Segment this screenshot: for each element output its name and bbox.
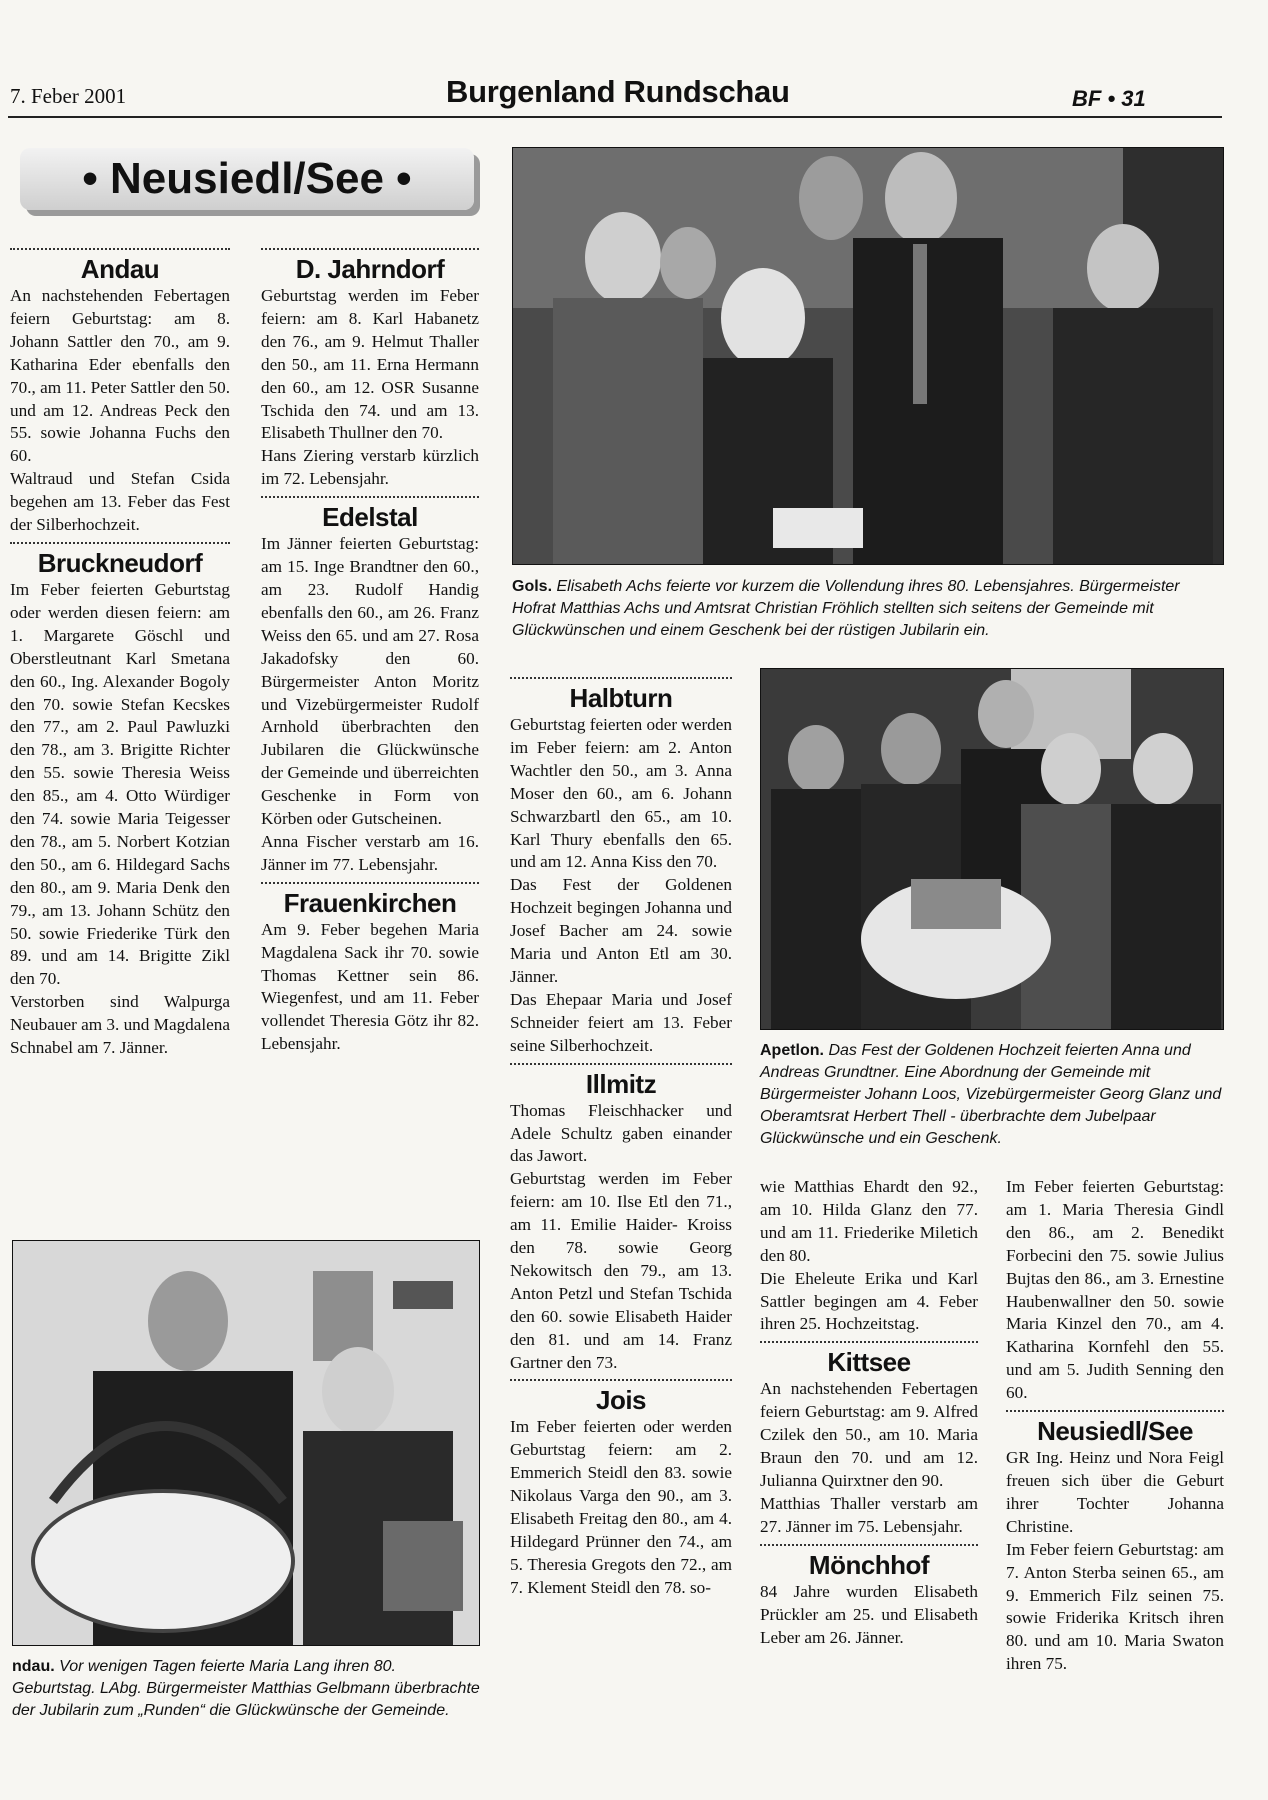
column-5 — [1006, 1176, 1224, 1676]
column-2 — [261, 243, 479, 1056]
article-text: Die Eheleute Erika und Karl Sattler begingen am 4. Feber ihren 25. Hochzeitstag. — [760, 1268, 978, 1334]
article-text: Thomas Fleischhacker und Adele Schultz gaben einander das Jawort. — [510, 1100, 732, 1166]
caption-place: ndau. — [12, 1658, 55, 1675]
article-text: Im Feber feiern Geburtstag: am 7. Anton Sterba seinen 65., am 9. Emmerich Filz seinen 75. sowie Friderika Kritsch ihren 80. und am 10. Maria Swaton ihren 75. — [1006, 1539, 1224, 1674]
photo-andau — [12, 1240, 480, 1646]
header-rule — [8, 116, 1222, 118]
section-banner: • Neusiedl/See • — [20, 148, 474, 210]
article-text: 84 Jahre wurden Elisabeth Prückler am 25. und Elisabeth Leber am 26. Jänner. — [760, 1581, 978, 1647]
article-text: Verstorben sind Walpurga Neubauer am 3. und Magdalena Schnabel am 7. Jänner. — [10, 992, 231, 1058]
article-text: Im Feber feierten Geburtstag: am 1. Maria Theresia Gindl den 86., am 2. Benedikt Forbecini den 75. sowie Julius Bujtas den 86., am 3. Ernestine Haubenwallner den 50. sowie Maria Kinzel den 70., am 4. Katharina Kornfehl den 55. und am 5. Judith Senning den 60. — [1006, 1177, 1224, 1403]
dotted-divider — [760, 1341, 978, 1343]
caption-text: Elisabeth Achs feierte vor kurzem die Vollendung ihres 80. Lebensjahres. Bürgermeister Hofrat Matthias Achs und Amtsrat Christian Fröhlich stellten sich seitens der Gemeinde mit Glückwünschen und einem Geschenk bei der rüstigen Jubilarin ein. — [512, 578, 1180, 639]
article-text: Waltraud und Stefan Csida begehen am 13. Feber das Fest der Silberhochzeit. — [10, 469, 230, 535]
article-text: Das Fest der Goldenen Hochzeit begingen Johanna und Josef Bacher am 24. sowie Maria und Anton Etl am 30. Jänner. — [510, 875, 732, 986]
caption-apetlon — [760, 1040, 1226, 1150]
photo-gols-image — [513, 148, 1223, 564]
heading-kittsee: Kittsee — [827, 1347, 911, 1378]
article-text: GR Ing. Heinz und Nora Feigl freuen sich über die Geburt ihrer Tochter Johanna Christine. — [1006, 1448, 1224, 1536]
caption-text: Das Fest der Goldenen Hochzeit feierten Anna und Andreas Grundtner. Eine Abordnung der Gemeinde mit Bürgermeister Johann Loos, Vizebürgermeister Georg Glanz und Oberamtsrat Herbert Thell - überbrachte dem Jubelpaar Glückwünsche und ein Geschenk. — [760, 1042, 1222, 1147]
dotted-divider — [1006, 1410, 1224, 1412]
photo-andau-image — [13, 1241, 479, 1645]
column-3 — [510, 672, 732, 1600]
heading-bruckneudorf: Bruckneudorf — [37, 547, 203, 578]
newspaper-title: Burgenland Rundschau — [446, 74, 790, 109]
heading-illmitz: Illmitz — [585, 1068, 657, 1099]
article-text: Im Jänner feierten Geburtstag: am 15. Inge Brandtner den 60., am 23. Rudolf Handig ebenfalls den 60., am 26. Franz Weiss den 65. und am 27. Rosa Jakadofsky den 60. Bürgermeister Anton Moritz und Vizebürgermeister Rudolf Arnhold überbrachten den Jubilaren die Glückwünsche der Gemeinde und überreichten Geschenke in Form von Körben oder Gutscheinen. — [261, 534, 479, 829]
dotted-divider — [261, 882, 479, 884]
caption-text: Vor wenigen Tagen feierte Maria Lang ihren 80. Geburtstag. LAbg. Bürgermeister Matthias Gelbmann überbrachte der Jubilarin zum „Runden“ die Glückwünsche der Gemeinde. — [12, 1658, 480, 1719]
column-1 — [10, 243, 230, 1060]
dotted-divider — [760, 1544, 978, 1546]
photo-apetlon-image — [761, 669, 1223, 1029]
heading-neusiedl-see: Neusiedl/See — [1037, 1416, 1193, 1447]
heading-edelstal: Edelstal — [322, 502, 418, 533]
heading-frauenkirchen: Frauenkirchen — [283, 887, 457, 918]
caption-gols — [512, 576, 1224, 642]
article-text: Anna Fischer verstarb am 16. Jänner im 77. Lebensjahr. — [261, 831, 479, 874]
article-text: An nachstehenden Febertagen feiern Geburtstag: am 8. Johann Sattler den 70., am 9. Katharina Eder ebenfalls den 70., am 11. Peter Sattler den 50. und am 12. Andreas Peck den 55. sowie Johanna Fuchs den 60. — [10, 286, 230, 466]
article-text: Im Feber feierten oder werden Geburtstag feiern: am 2. Emmerich Steidl den 83. sowie Nikolaus Varga den 90., am 3. Elisabeth Freitag den 80., am 4. Hildegard Prünner den 74., am 5. Theresia Gregots den 72., am 7. Klement Steidl den 78. so- — [510, 1417, 732, 1597]
dotted-divider — [10, 542, 230, 544]
article-text: Geburtstag werden im Feber feiern: am 8. Karl Habanetz den 76., am 9. Helmut Thaller den 50., am 11. Erna Hermann den 60., am 12. OSR Susanne Tschida den 74. und am 13. Elisabeth Thullner den 70. — [261, 286, 479, 443]
issue-date: 7. Feber 2001 — [10, 84, 127, 108]
heading-jois: Jois — [595, 1385, 647, 1416]
article-text: wie Matthias Ehardt den 92., am 10. Hilda Glanz den 77. und am 11. Friederike Miletich den 80. — [760, 1177, 978, 1265]
article-text: Das Ehepaar Maria und Josef Schneider feiert am 13. Feber seine Silberhochzeit. — [510, 989, 732, 1055]
column-4 — [760, 1176, 978, 1649]
article-text: Am 9. Feber begehen Maria Magdalena Sack ihr 70. sowie Thomas Kettner sein 86. Wiegenfest, und am 11. Feber vollendet Theresia Götz ihr 82. Lebensjahr. — [261, 919, 479, 1054]
page-number: BF • 31 — [1072, 86, 1146, 111]
caption-place: Gols. — [512, 578, 553, 595]
dotted-divider — [510, 1063, 732, 1065]
heading-moenchhof: Mönchhof — [808, 1549, 930, 1580]
photo-apetlon — [760, 668, 1224, 1030]
article-text: Hans Ziering verstarb kürzlich im 72. Lebensjahr. — [261, 446, 479, 489]
article-text: Geburtstag werden im Feber feiern: am 10. Ilse Etl den 71., am 11. Emilie Haider- Kroiss den 78. sowie Georg Nekowitsch den 79., am 13. Anton Petzl und Stefan Tschida den 60. sowie Elisabeth Haider den 81. und am 14. Franz Gartner den 73. — [510, 1169, 732, 1372]
article-text: Geburtstag feierten oder werden im Feber feiern: am 2. Anton Wachtler den 50., am 3. Anna Moser den 60., am 6. Johann Schwarzbartl den 65., am 10. Karl Thury ebenfalls den 65. und am 12. Anna Kiss den 70. — [510, 715, 732, 872]
article-text: Matthias Thaller verstarb am 27. Jänner im 75. Lebensjahr. — [760, 1493, 978, 1536]
caption-andau — [12, 1656, 482, 1722]
caption-place: Apetlon. — [760, 1042, 824, 1059]
heading-andau: Andau — [80, 254, 160, 284]
heading-halbturn: Halbturn — [569, 683, 673, 713]
dotted-divider — [510, 677, 732, 679]
dotted-divider — [10, 248, 230, 250]
dotted-divider — [510, 1379, 732, 1381]
article-text: Im Feber feierten Geburtstag oder werden diesen feiern: am 1. Margarete Göschl und Oberstleutnant Karl Smetana den 60., Ing. Alexander Bogoly den 70. sowie Stefan Kecskes den 77., am 2. Paul Pawluzki den 78., am 3. Brigitte Richter den 55. sowie Theresia Weiss den 85., am 4. Otto Würdiger den 74. sowie Maria Teigesser den 78., am 5. Norbert Kotzian den 50., am 6. Hildegard Sachs den 80., am 9. Maria Denk den 79., am 13. Johann Schütz den 50. sowie Friederike Türk den 89. und am 14. Brigitte Zikl den 70. — [10, 579, 230, 989]
photo-gols — [512, 147, 1224, 565]
dotted-divider — [261, 248, 479, 250]
dotted-divider — [261, 496, 479, 498]
heading-d-jahrndorf: D. Jahrndorf — [295, 254, 445, 284]
article-text: An nachstehenden Febertagen feiern Geburtstag: am 9. Alfred Czilek den 50., am 10. Maria Braun den 70. und am 12. Julianna Quirxtner den 90. — [760, 1379, 978, 1490]
